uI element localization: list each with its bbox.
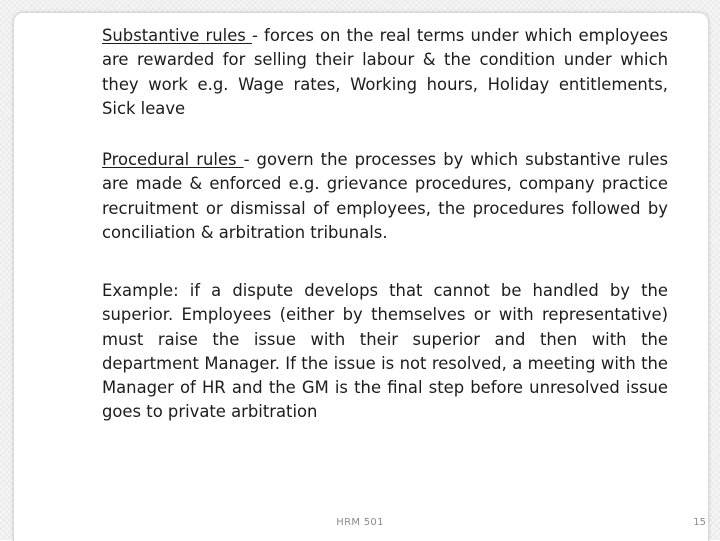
procedural-rules-paragraph [102,148,668,245]
example-paragraph: Example: if a dispute develops that cannot be handled by the superior. Employees (either by themselves or with representative) must raise the issue with their superior and then with the department Manager. If the issue is not resolved, a meeting with the Manager of HR and the GM is the final step before unresolved issue goes to private arbitration [102,281,668,422]
slide-page-number: 15 [693,517,706,528]
substantive-rules-definition: - forces on the real terms under which employees are rewarded for selling their labour & the condition under which they work e.g. Wage rates, Working hours, Holiday entitlements, Sick leave [102,26,668,118]
footer-course-code: HRM 501 [336,517,384,528]
procedural-rules-definition: - govern the processes by which substantive rules are made & enforced e.g. grievance procedures, company practice recruitment or dismissal of employees, the procedures followed by conciliation & arbitration tribunals. [102,150,668,242]
procedural-rules-term: Procedural rules [102,150,244,169]
substantive-rules-paragraph [102,24,668,121]
substantive-rules-term: Substantive rules [102,26,252,45]
